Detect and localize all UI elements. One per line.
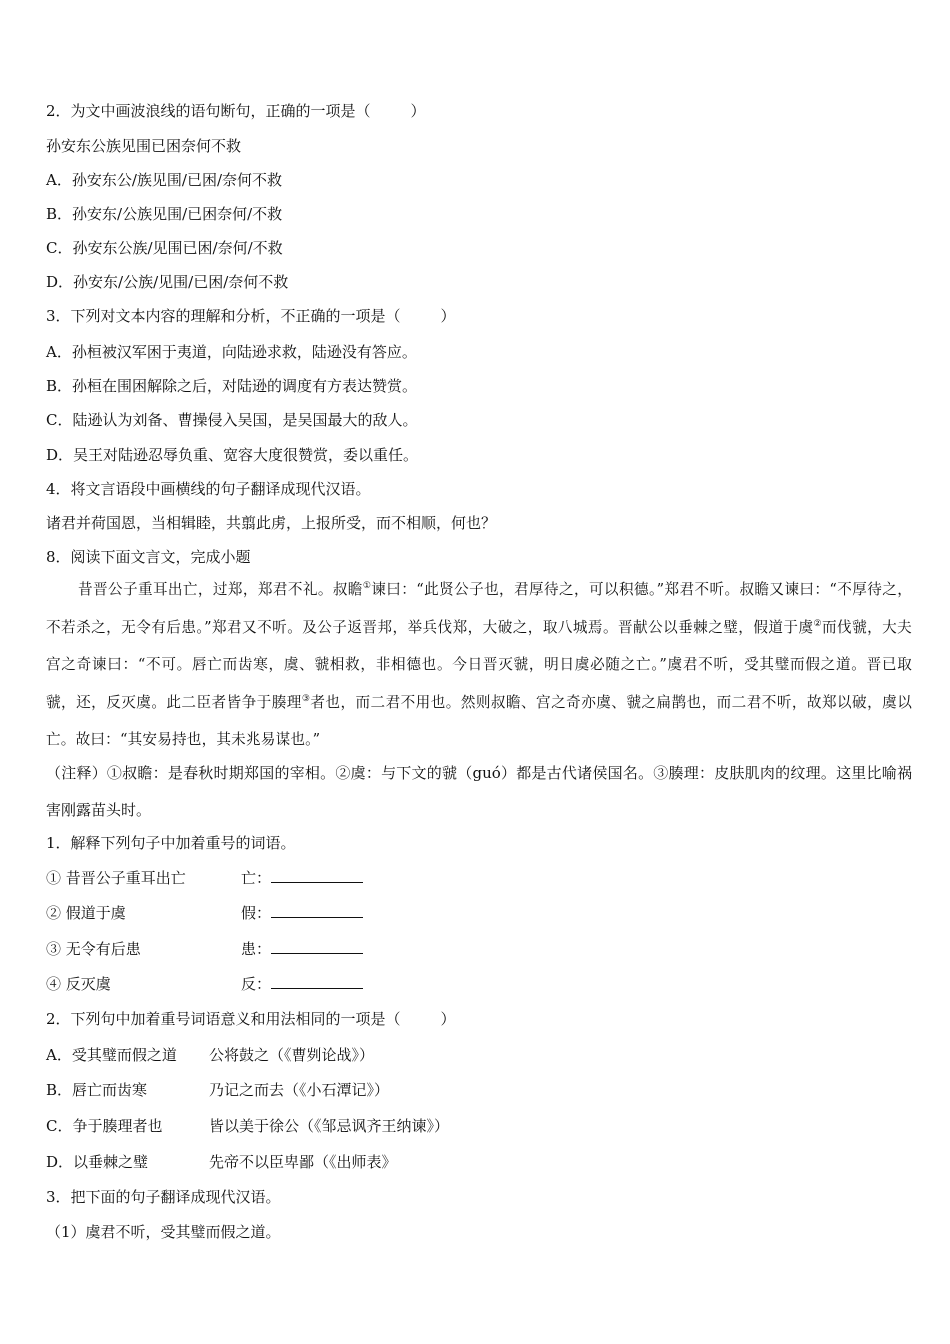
- q2-sentence: 孙安东公族见围已困奈何不救: [46, 137, 242, 155]
- q3-option-c: C．陆逊认为刘备、曹操侵入吴国，是吴国最大的敌人。: [46, 411, 418, 429]
- sub2-option-a: A．受其璧而假之道 公将鼓之（《曹刿论战》）: [46, 1046, 375, 1064]
- answer-blank[interactable]: [271, 868, 363, 883]
- answer-blank[interactable]: [271, 939, 363, 954]
- sub1-item: ② 假道于虞 假：: [46, 902, 914, 924]
- q4-sentence: 诸君并荷国恩，当相辑睦，共翦此虏，上报所受，而不相顺，何也？: [46, 514, 497, 532]
- q2-option-b: B．孙安东/公族见围/已困奈何/不救: [46, 205, 283, 223]
- q3-option-a: A．孙桓被汉军困于夷道，向陆逊求救，陆逊没有答应。: [46, 343, 417, 361]
- sub2-option-b: B．唇亡而齿寒 乃记之而去（《小石潭记》）: [46, 1081, 390, 1099]
- sub3-item-1: （1）虞君不听，受其璧而假之道。: [46, 1223, 281, 1241]
- classical-passage: 昔晋公子重耳出亡，过郑，郑君不礼。叔瞻①谏曰：“此贤公子也，君厚待之，可以积德。”郑君不听。叔瞻又谏曰：“不厚待之，不若杀之，无令有后患。”郑君又不听。及公子返晋邦，举兵伐郑，大破之，取八城焉。晋献公以垂棘之璧，假道于虞②而伐虢，大夫宫之奇谏曰：“不可。唇亡而齿寒，虞、虢相救，非相德也。今日晋灭虢，明日虞必随之亡。”虞君不听，受其璧而假之道。晋已取虢，还，反灭虞。此二臣者皆争于腠理③者也，而二君不用也。然则叔瞻、宫之奇亦虞、虢之扁鹊也，而二君不听，故郑以破，虞以亡。故曰：“其安易持也，其未兆易谋也。”: [46, 581, 912, 749]
- sub1-item: ④ 反灭虞 反：: [46, 973, 914, 995]
- sub1-item: ① 昔晋公子重耳出亡 亡：: [46, 867, 914, 889]
- sub1-heading: 1．解释下列句子中加着重号的词语。: [46, 834, 296, 852]
- annotation-note: （注释）①叔瞻：是春秋时期郑国的宰相。②虞：与下文的虢（guó）都是古代诸侯国名。③腠理：皮肤肌肉的纹理。这里比喻祸害刚露苗头时。: [46, 764, 912, 819]
- q2-heading: 2．为文中画波浪线的语句断句，正确的一项是（ ）: [46, 102, 426, 120]
- q8-heading: 8．阅读下面文言文，完成小题: [46, 548, 251, 566]
- answer-blank[interactable]: [271, 974, 363, 989]
- q2-option-c: C．孙安东公族/见围已困/奈何/不救: [46, 239, 283, 257]
- sub2-option-d: D．以垂棘之璧 先帝不以臣卑鄙（《出师表》: [46, 1153, 397, 1171]
- q2-option-a: A．孙安东公/族见围/已困/奈何不救: [46, 171, 282, 189]
- answer-blank[interactable]: [271, 903, 363, 918]
- sub1-item: ③ 无令有后患 患：: [46, 938, 914, 960]
- q3-heading: 3．下列对文本内容的理解和分析，不正确的一项是（ ）: [46, 307, 456, 325]
- q3-option-d: D．吴王对陆逊忍辱负重、宽容大度很赞赏，委以重任。: [46, 446, 419, 464]
- q3-option-b: B．孙桓在围困解除之后，对陆逊的调度有方表达赞赏。: [46, 377, 418, 395]
- sub2-option-c: C．争于腠理者也 皆以美于徐公（《邹忌讽齐王纳谏》）: [46, 1117, 450, 1135]
- q4-heading: 4．将文言语段中画横线的句子翻译成现代汉语。: [46, 480, 371, 498]
- sub3-heading: 3．把下面的句子翻译成现代汉语。: [46, 1188, 281, 1206]
- q2-option-d: D．孙安东/公族/见围/已困/奈何不救: [46, 273, 289, 291]
- sub2-heading: 2．下列句中加着重号词语意义和用法相同的一项是（ ）: [46, 1010, 456, 1028]
